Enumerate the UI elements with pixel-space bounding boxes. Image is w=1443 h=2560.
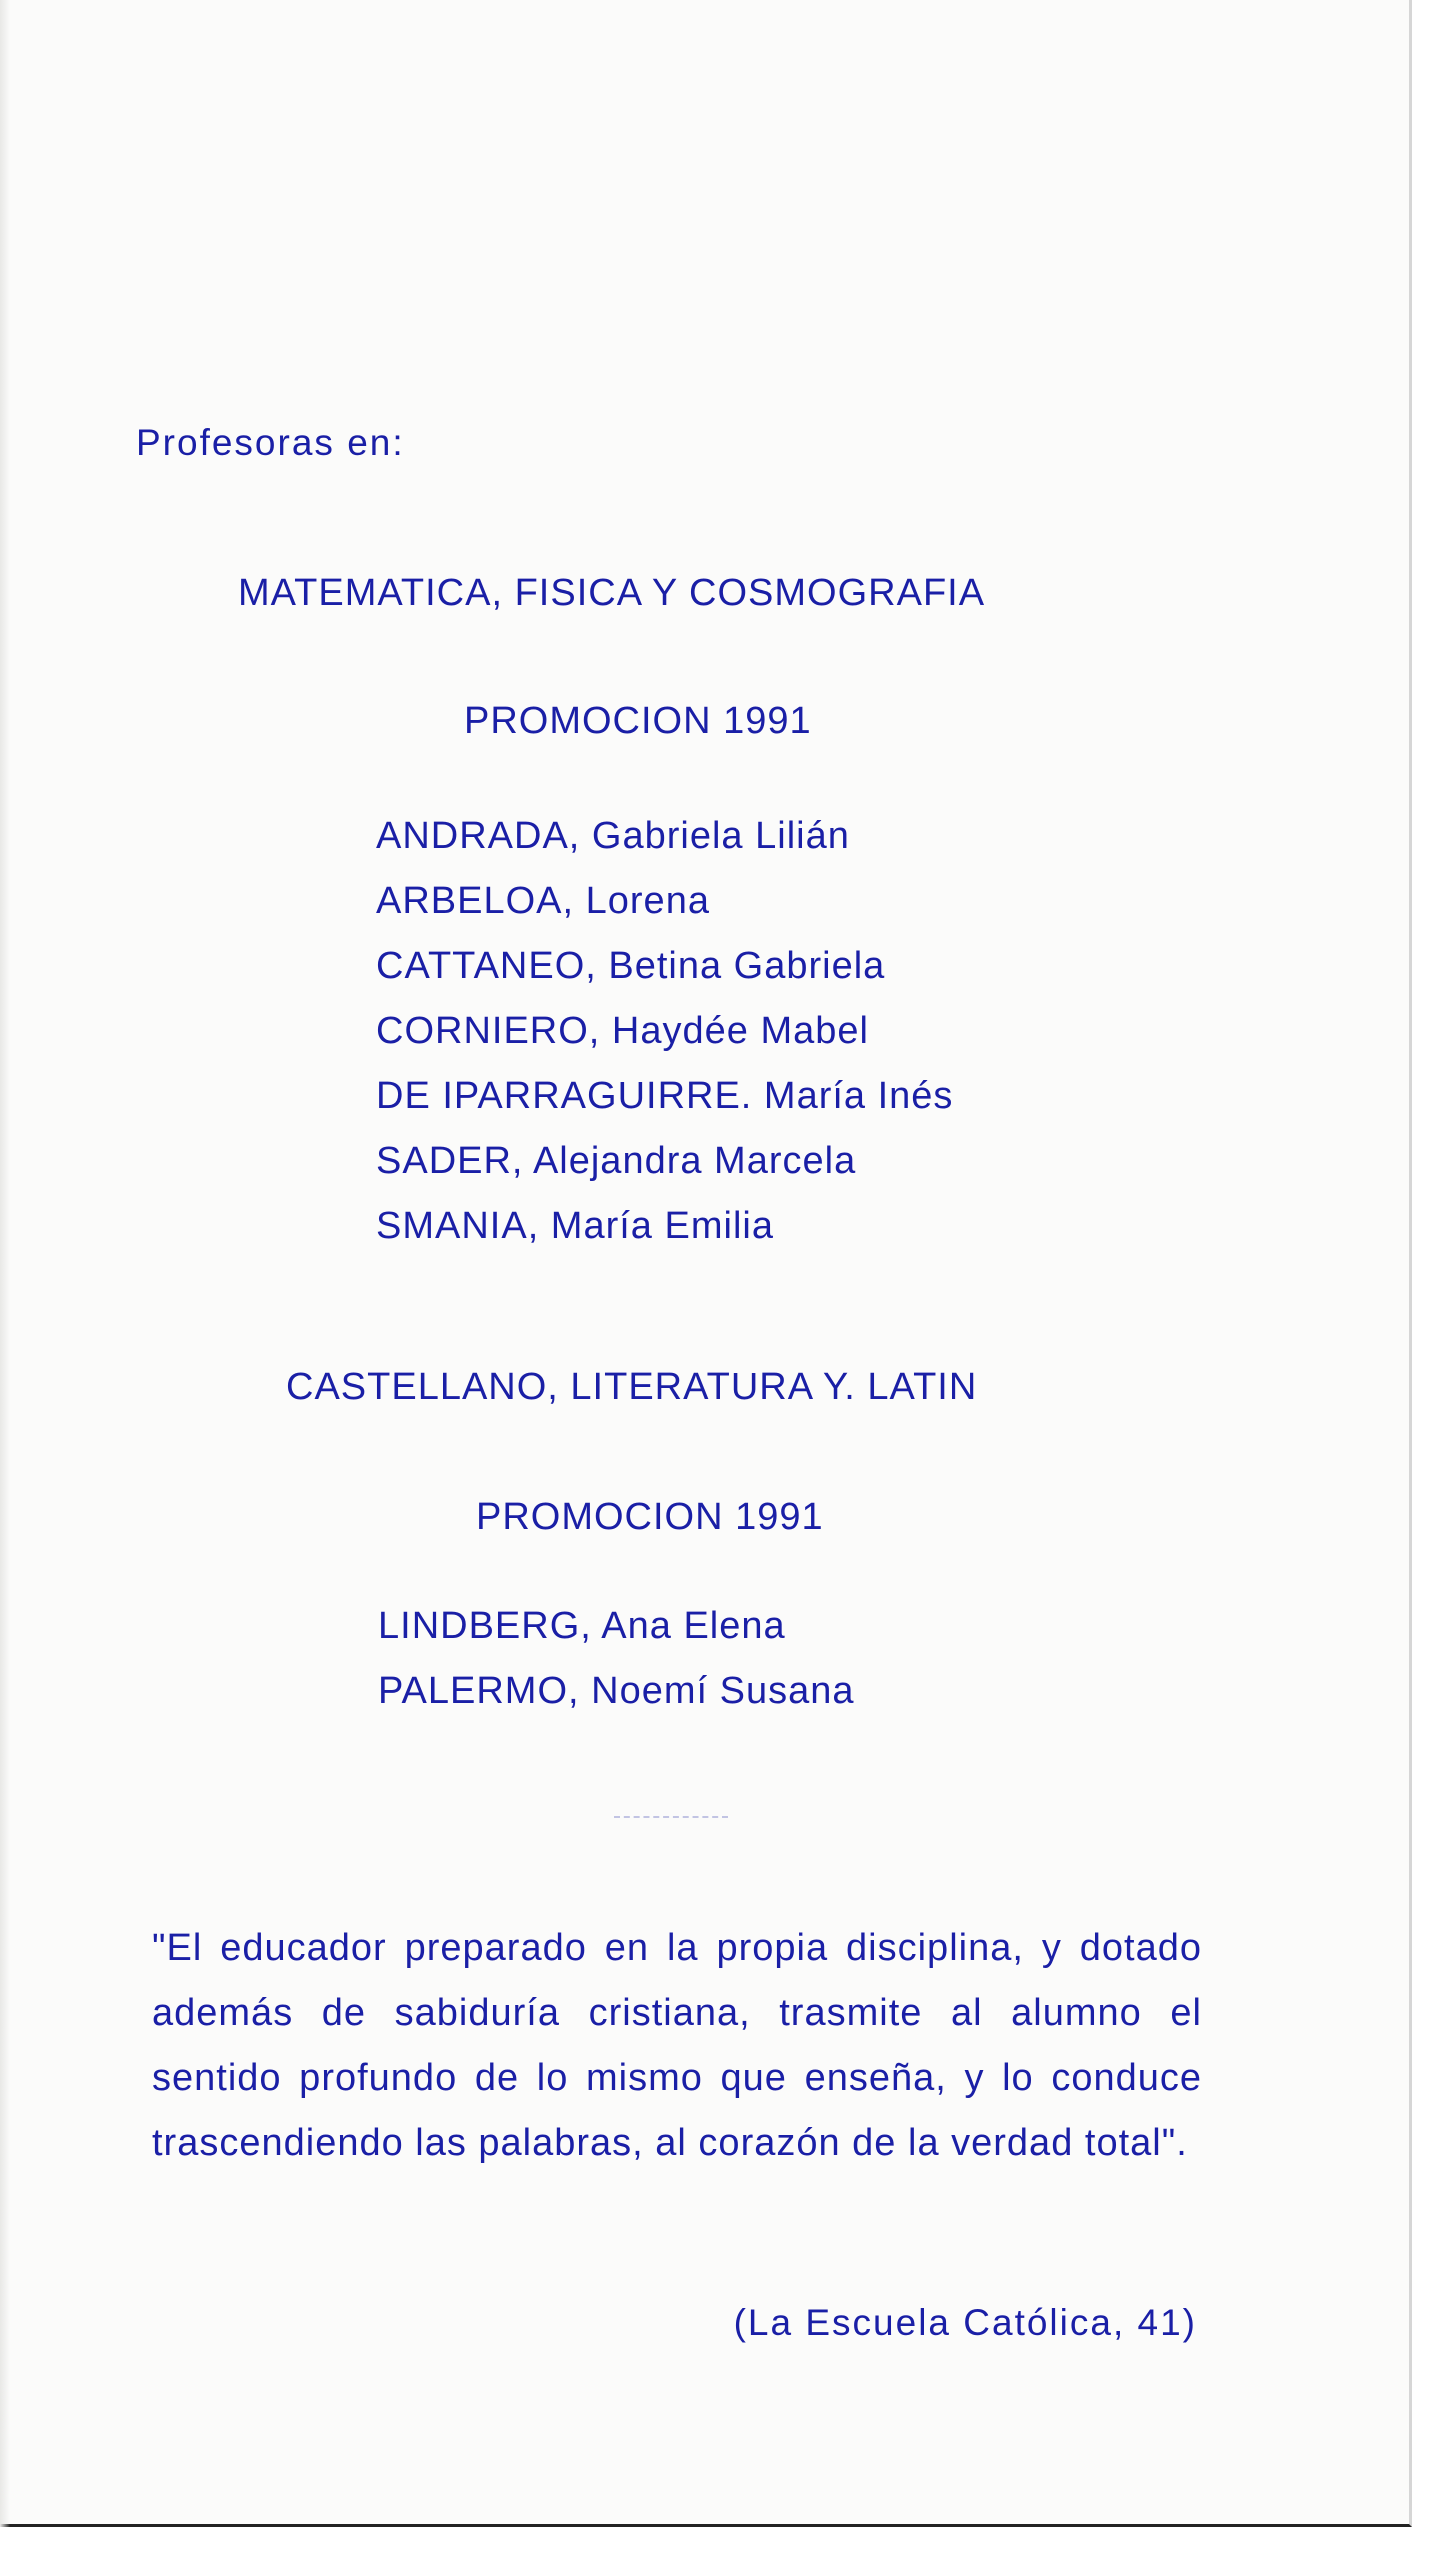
graduate-list-math <box>376 804 953 1259</box>
graduate-name: ANDRADA, Gabriela Lilián <box>376 815 850 857</box>
graduate-name: SMANIA, María Emilia <box>376 1205 774 1247</box>
quote-source: (La Escuela Católica, 41) <box>733 2302 1197 2343</box>
graduate-name: CATTANEO, Betina Gabriela <box>376 945 886 987</box>
graduate-name: PALERMO, Noemí Susana <box>378 1670 855 1712</box>
graduate-name: DE IPARRAGUIRRE. María Inés <box>376 1075 954 1117</box>
faint-divider <box>614 1816 728 1818</box>
graduate-name: LINDBERG, Ana Elena <box>378 1605 786 1647</box>
page-edge-shadow <box>0 0 10 2527</box>
graduate-name: CORNIERO, Haydée Mabel <box>376 1010 869 1052</box>
graduate-name: SADER, Alejandra Marcela <box>376 1140 857 1182</box>
section-heading-literature: CASTELLANO, LITERATURA Y. LATIN <box>286 1366 978 1408</box>
graduate-name: ARBELOA, Lorena <box>376 880 710 922</box>
intro-text: Profesoras en: <box>136 422 405 463</box>
section-heading-math: MATEMATICA, FISICA Y COSMOGRAFIA <box>238 572 986 614</box>
promotion-year-literature: PROMOCION 1991 <box>476 1496 824 1538</box>
quote-text: "El educador preparado en la propia disciplina, y dotado además de sabiduría cristiana, trasmite al alumno el sentido profundo de lo mismo que enseña, y lo conduce trascendiendo las palabras, al corazón de la verdad total". <box>152 1927 1202 2164</box>
graduate-list-literature <box>378 1594 854 1724</box>
promotion-year-math: PROMOCION 1991 <box>464 700 812 742</box>
